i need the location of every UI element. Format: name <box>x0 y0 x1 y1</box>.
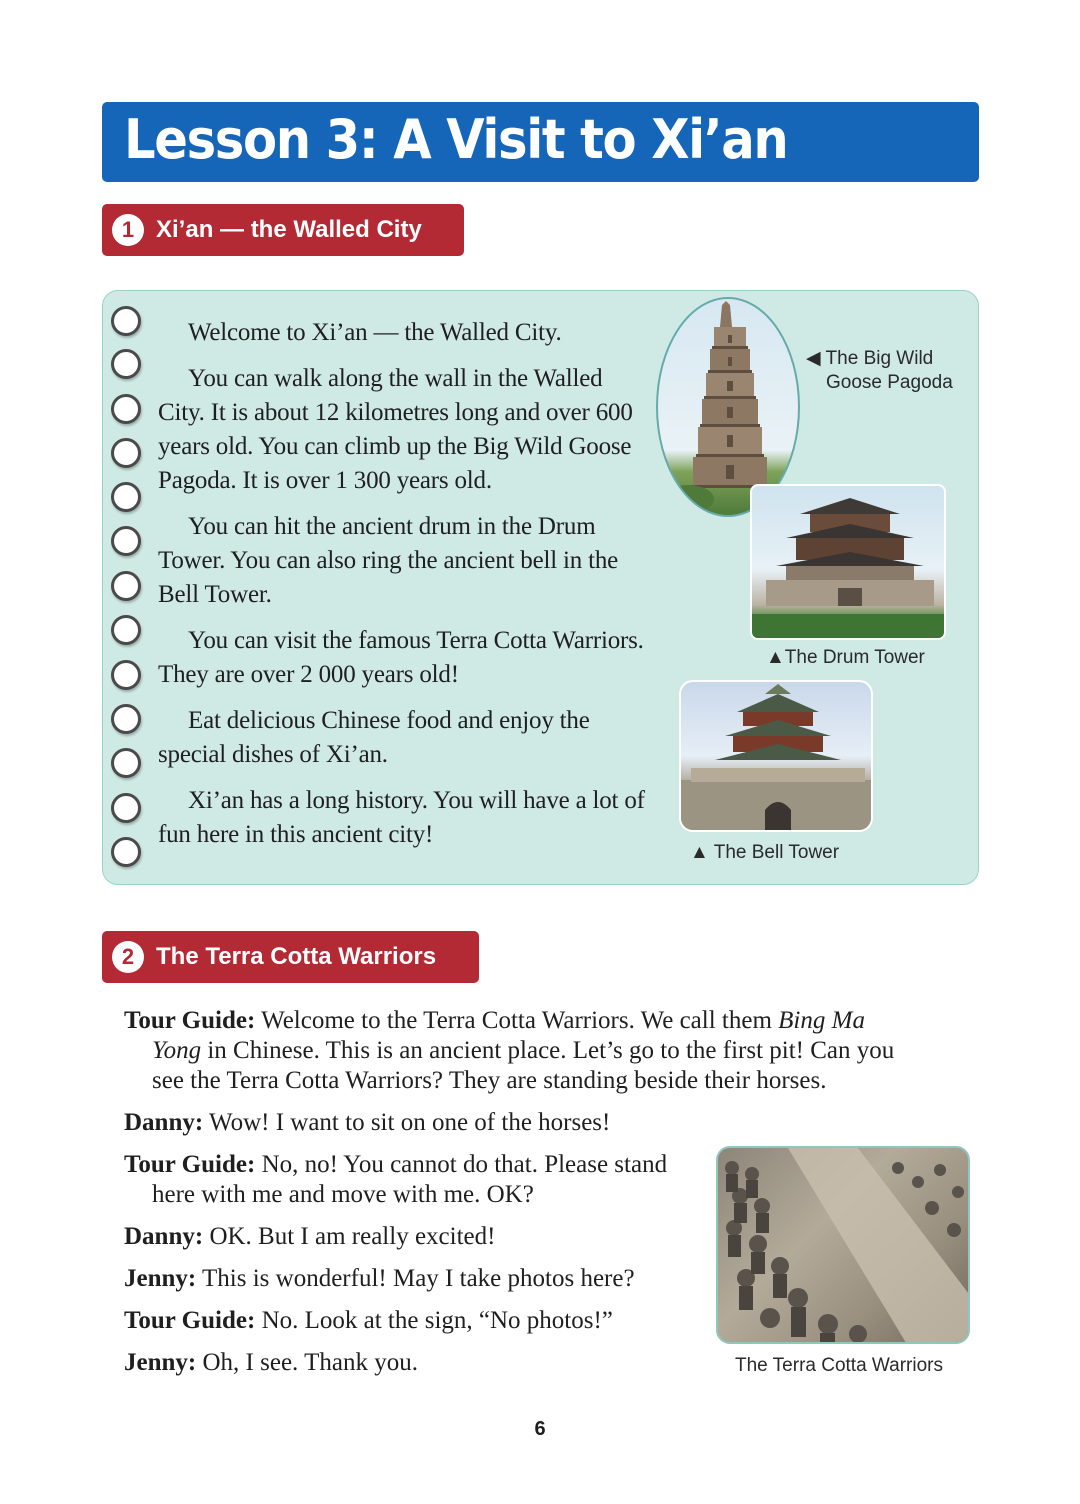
dialogue-text: Welcome to the Terra Cotta Warriors. We call them <box>255 1007 779 1034</box>
binder-ring <box>111 571 141 601</box>
section-2-tag <box>102 931 479 983</box>
dialogue-text: No, no! You cannot do that. Please stand <box>255 1151 668 1178</box>
binder-ring <box>111 837 141 867</box>
speaker-name: Tour Guide: <box>124 1007 256 1034</box>
passage-paragraph: You can visit the famous Terra Cotta Warriors. They are over 2 000 years old! <box>158 627 644 688</box>
passage-paragraph: You can walk along the wall in the Walled City. It is about 12 kilometres long and over 600 years old. You can climb up the Big Wild Goose Pagoda. It is over 1 300 years old. <box>158 365 633 494</box>
pagoda-caption-line1: ◀ The Big Wild <box>806 348 934 369</box>
speaker-name: Jenny: <box>124 1265 197 1292</box>
passage-paragraph: You can hit the ancient drum in the Drum Tower. You can also ring the ancient bell in the Bell Tower. <box>158 513 619 608</box>
dialogue-line <box>124 1006 924 1096</box>
speaker-name: Tour Guide: <box>124 1151 256 1178</box>
binder-ring <box>111 704 141 734</box>
passage-paragraph: Xi’an has a long history. You will have a lot of fun here in this ancient city! <box>158 787 645 848</box>
dialogue-italic: Yong <box>152 1037 202 1064</box>
speaker-name: Jenny: <box>124 1349 197 1376</box>
dialogue-text: in Chinese. This is an ancient place. Let’s go to the first pit! Can you <box>201 1037 895 1064</box>
dialogue-text: Wow! I want to sit on one of the horses! <box>203 1109 611 1136</box>
reading-passage <box>158 316 648 864</box>
binder-ring <box>111 793 141 823</box>
warriors-caption: The Terra Cotta Warriors <box>735 1355 943 1376</box>
lesson-title: Lesson 3: A Visit to Xi’an <box>124 108 788 171</box>
passage-paragraph: Eat delicious Chinese food and enjoy the special dishes of Xi’an. <box>158 707 590 768</box>
speaker-name: Danny: <box>124 1109 204 1136</box>
binder-ring <box>111 526 141 556</box>
binder-ring <box>111 438 141 468</box>
binder-ring <box>111 394 141 424</box>
section-2-number: 2 <box>112 941 144 973</box>
bell-tower-illustration <box>681 682 873 832</box>
lesson-title-bar <box>102 102 979 182</box>
drum-tower-illustration <box>752 486 946 640</box>
dialogue-italic: Bing Ma <box>778 1007 865 1034</box>
dialogue-text: Oh, I see. Thank you. <box>196 1349 418 1376</box>
binder-ring <box>111 349 141 379</box>
passage-paragraph: Welcome to Xi’an — the Walled City. <box>188 319 562 346</box>
dialogue-text: No. Look at the sign, “No photos!” <box>255 1307 613 1334</box>
page-number: 6 <box>534 1418 546 1440</box>
section-2-label: The Terra Cotta Warriors <box>156 943 437 970</box>
dialogue-line <box>124 1108 924 1138</box>
binder-ring <box>111 306 141 336</box>
drum-tower-caption: ▲The Drum Tower <box>766 647 925 668</box>
section-1-number: 1 <box>112 214 144 246</box>
pagoda-caption-line2: Goose Pagoda <box>826 372 953 393</box>
bell-tower-caption: ▲ The Bell Tower <box>690 842 840 863</box>
dialogue-text: here with me and move with me. OK? <box>152 1181 534 1208</box>
binder-ring <box>111 748 141 778</box>
dialogue-text: see the Terra Cotta Warriors? They are standing beside their horses. <box>152 1067 827 1094</box>
binder-ring <box>111 660 141 690</box>
speaker-name: Tour Guide: <box>124 1307 256 1334</box>
binder-ring <box>111 615 141 645</box>
drum-tower-photo <box>750 484 946 640</box>
dialogue-text: OK. But I am really excited! <box>203 1223 496 1250</box>
warriors-illustration <box>718 1148 970 1344</box>
speaker-name: Danny: <box>124 1223 204 1250</box>
section-1-tag <box>102 204 464 256</box>
bell-tower-photo <box>679 680 873 832</box>
binder-ring <box>111 482 141 512</box>
section-1-label: Xi’an — the Walled City <box>156 216 422 243</box>
warriors-photo <box>716 1146 970 1344</box>
dialogue-text: This is wonderful! May I take photos here? <box>196 1265 635 1292</box>
